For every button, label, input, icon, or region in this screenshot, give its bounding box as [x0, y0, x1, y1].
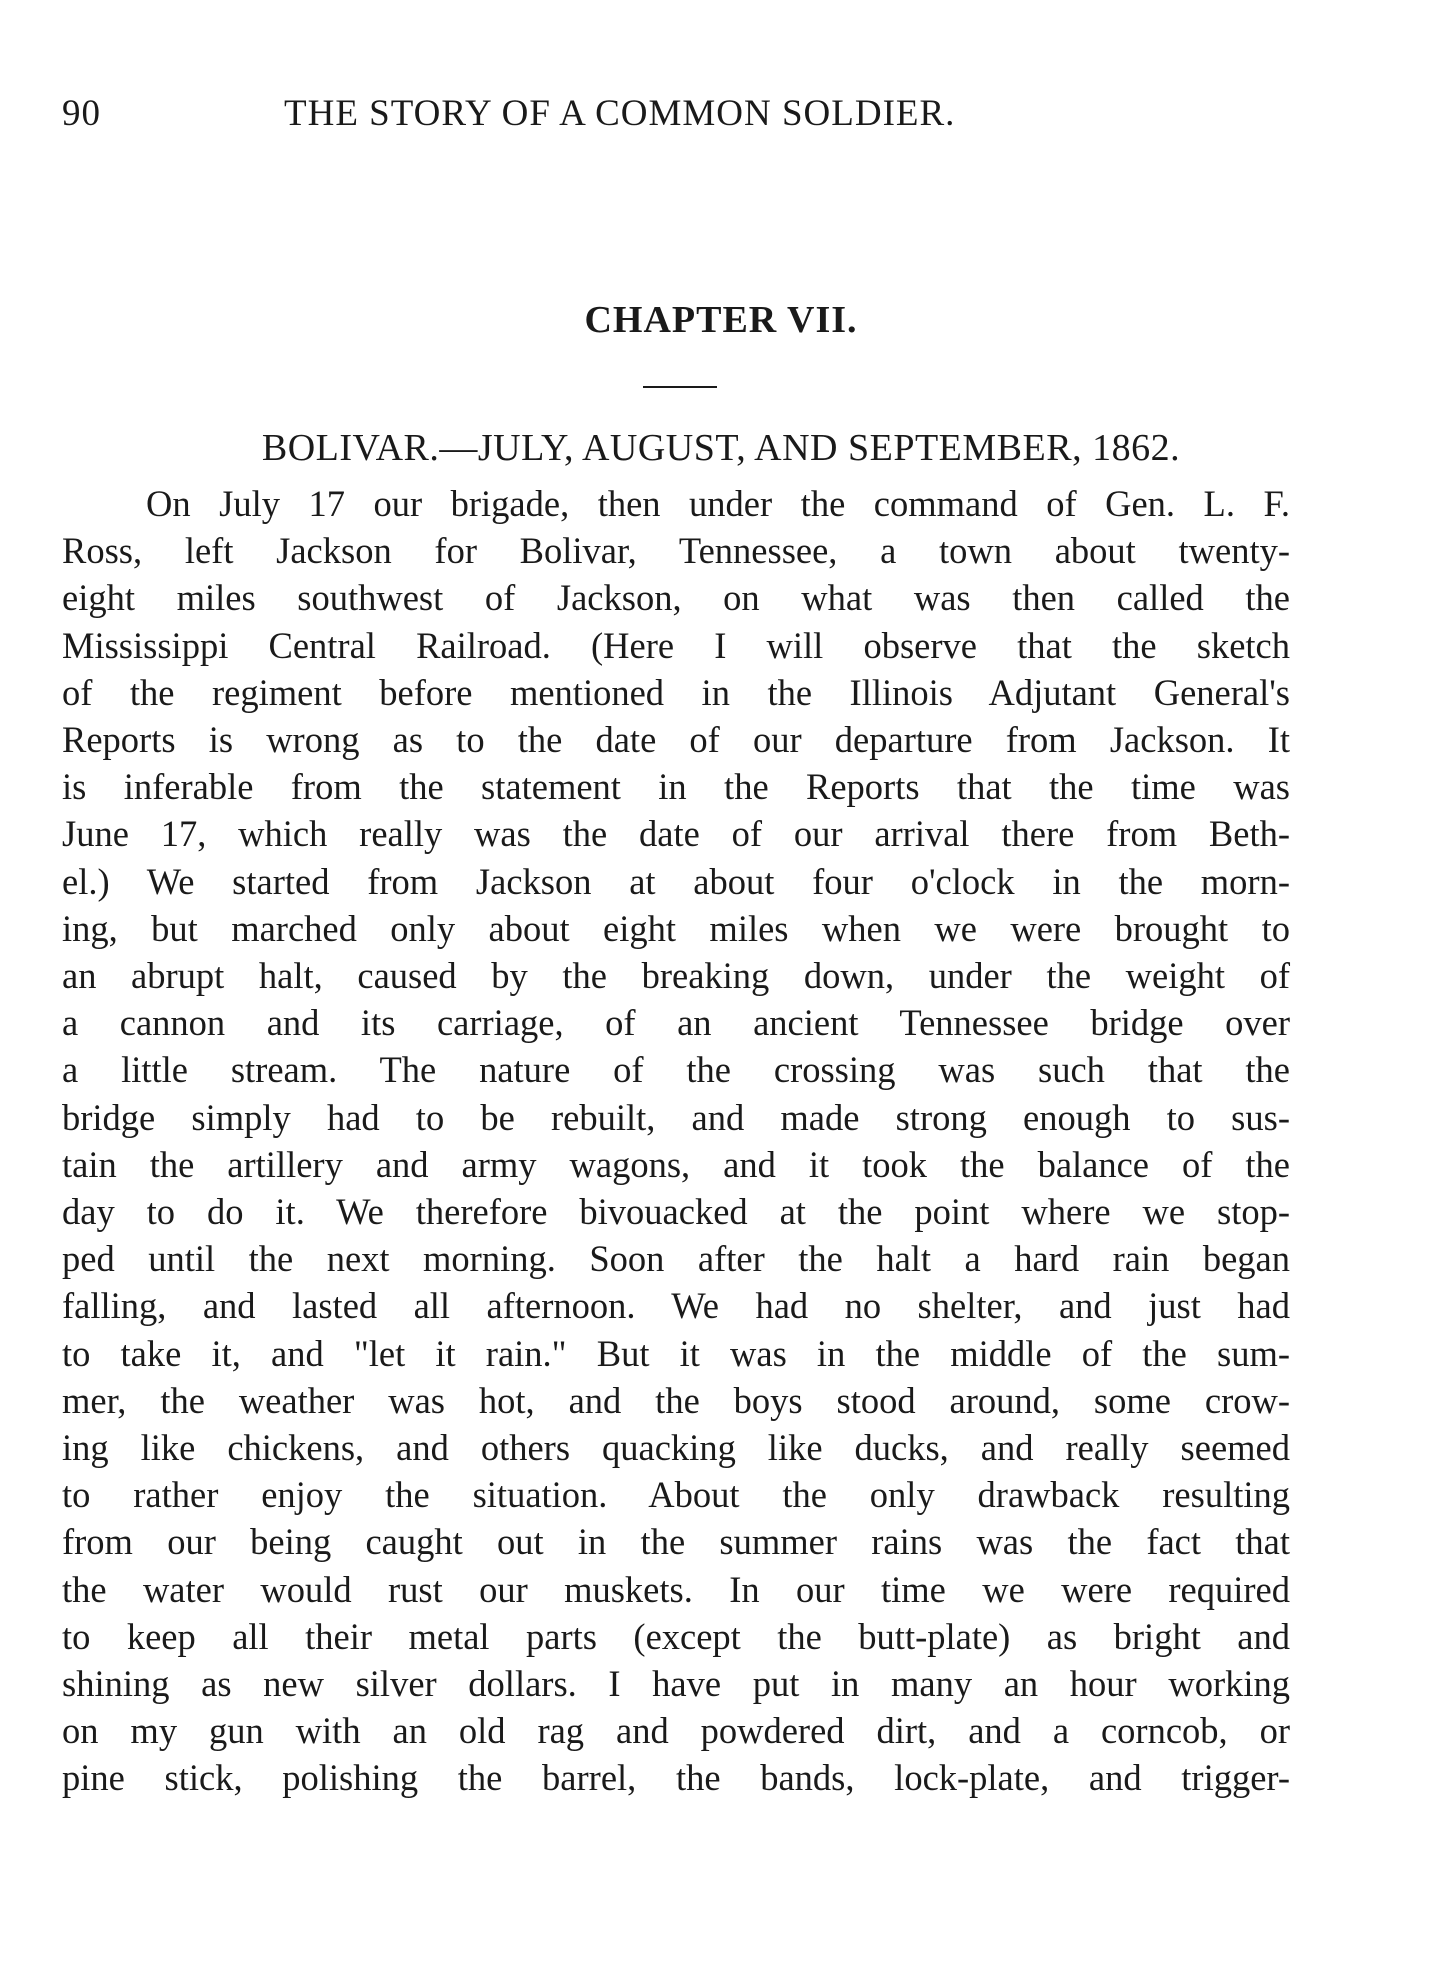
text-line: a little stream. The nature of the crossing was such that the [62, 1049, 1290, 1091]
text-line: mer, the weather was hot, and the boys stood around, some crow- [62, 1379, 1290, 1421]
text-line: On July 17 our brigade, then under the command of Gen. L. F. [146, 483, 1290, 524]
text-line: tain the artillery and army wagons, and it took the balance of the [62, 1143, 1290, 1185]
text-line: bridge simply had to be rebuilt, and made strong enough to sus- [62, 1096, 1290, 1138]
chapter-divider [643, 386, 717, 388]
text-line: ing like chickens, and others quacking like ducks, and really seemed [62, 1427, 1290, 1469]
text-line: to keep all their metal parts (except the butt-plate) as bright and [62, 1615, 1290, 1657]
chapter-subtitle: BOLIVAR.—JULY, AUGUST, AND SEPTEMBER, 1862. [261, 427, 1181, 469]
text-line: ped until the next morning. Soon after the halt a hard rain began [62, 1238, 1290, 1280]
text-line: ing, but marched only about eight miles when we were brought to [62, 907, 1290, 949]
text-line: falling, and lasted all afternoon. We had no shelter, and just had [62, 1285, 1290, 1327]
text-line: an abrupt halt, caused by the breaking down, under the weight of [62, 955, 1290, 997]
text-line: el.) We started from Jackson at about four o'clock in the morn- [62, 860, 1290, 902]
text-line: a cannon and its carriage, of an ancient Tennessee bridge over [62, 1002, 1290, 1044]
text-line: on my gun with an old rag and powdered dirt, and a corncob, or [62, 1710, 1290, 1752]
page-number: 90 [62, 93, 101, 134]
text-line: pine stick, polishing the barrel, the bands, lock-plate, and trigger- [62, 1757, 1290, 1799]
text-line: to rather enjoy the situation. About the only drawback resulting [62, 1474, 1290, 1516]
text-line: Reports is wrong as to the date of our departure from Jackson. It [62, 719, 1290, 761]
text-line: shining as new silver dollars. I have put in many an hour working [62, 1663, 1290, 1705]
body-text [62, 480, 1290, 1802]
text-line: Ross, left Jackson for Bolivar, Tennessee, a town about twenty- [62, 530, 1290, 572]
text-line: Mississippi Central Railroad. (Here I will observe that the sketch [62, 624, 1290, 666]
text-line: the water would rust our muskets. In our time we were required [62, 1568, 1290, 1610]
text-line: from our being caught out in the summer rains was the fact that [62, 1521, 1290, 1563]
chapter-title: CHAPTER VII. [584, 299, 858, 341]
text-line: to take it, and "let it rain." But it was in the middle of the sum- [62, 1332, 1290, 1374]
text-line: June 17, which really was the date of our arrival there from Beth- [62, 813, 1290, 855]
text-line: is inferable from the statement in the Reports that the time was [62, 766, 1290, 808]
text-line: day to do it. We therefore bivouacked at the point where we stop- [62, 1191, 1290, 1233]
text-line: eight miles southwest of Jackson, on what was then called the [62, 577, 1290, 619]
text-line: of the regiment before mentioned in the Illinois Adjutant General's [62, 671, 1290, 713]
running-title: THE STORY OF A COMMON SOLDIER. [284, 93, 956, 134]
running-head [62, 92, 1302, 142]
